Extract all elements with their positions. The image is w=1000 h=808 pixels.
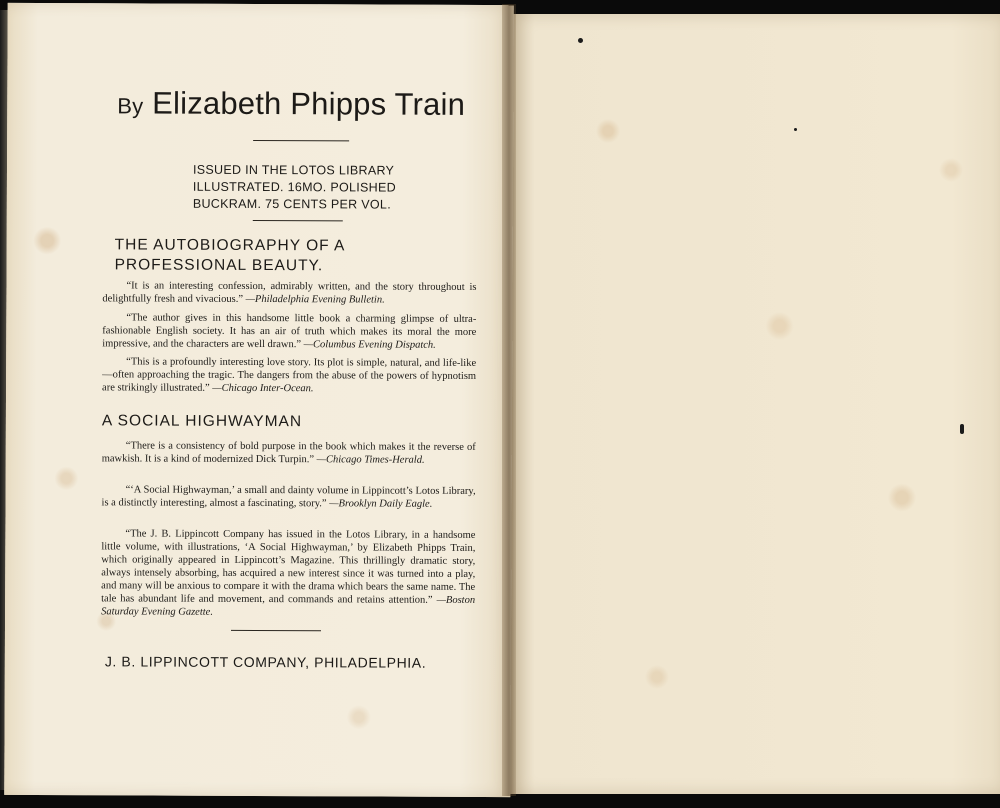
- divider-rule: [253, 220, 343, 221]
- book-gutter: [502, 4, 516, 796]
- author-heading: [117, 85, 497, 123]
- review-quote: “The J. B. Lippincott Company has issued in the Lotos Library, in a handsome little volume, with illustrations, ‘A Social Highwayman,’ by Elizabeth Phipps Train, which originally appeared in Lippincott’s Magazine. This thrillingly dramatic story, always intensely absorbing, has acquired a new interest since it was turned into a play, and many will be anxious to compare it with the drama which bears the same name. The tale has abundant life and movement, and commands and retains attention.”: [101, 528, 476, 606]
- publisher-imprint: J. B. LIPPINCOTT COMPANY, PHILADELPHIA.: [104, 653, 427, 671]
- issued-note: ISSUED IN THE LOTOS LIBRARY ILLUSTRATED. 16MO. POLISHED BUCKRAM. 75 CENTS PER VOL.: [192, 162, 397, 212]
- divider-rule: [253, 140, 349, 141]
- author-prefix: By: [117, 93, 144, 119]
- review-paragraph: [102, 355, 476, 396]
- review-quote: “‘A Social Highwayman,’ a small and dainty volume in Lippincott’s Lotos Library, is a distinctly interesting, almost a fascinating, story.”: [101, 484, 476, 510]
- review-source: —Boston Saturday Evening Gazette.: [101, 594, 476, 618]
- left-page-content: [4, 3, 513, 797]
- review-source: —Brooklyn Daily Eagle.: [329, 498, 433, 510]
- book-title-autobiography: THE AUTOBIOGRAPHY OF A PROFESSIONAL BEAUTY.: [114, 236, 345, 275]
- review-paragraph: [102, 483, 476, 511]
- review-source: —Philadelphia Evening Bulletin.: [245, 293, 385, 306]
- review-quote: “This is a profoundly interesting love story. Its plot is simple, natural, and life-like—often approaching the tragic. The dangers from the abuse of the powers of hypnotism are strikingly illustrated.”: [102, 356, 477, 394]
- author-name: Elizabeth Phipps Train: [152, 85, 466, 122]
- review-paragraph: [102, 311, 476, 352]
- divider-rule: [231, 630, 321, 631]
- review-paragraph: [101, 527, 475, 620]
- review-source: —Columbus Evening Dispatch.: [303, 339, 436, 351]
- left-page: [4, 3, 513, 797]
- review-paragraph: [102, 279, 476, 307]
- paper-speck: [578, 38, 583, 43]
- review-quote: “There is a consistency of bold purpose in the book which makes it the reverse of mawkish. It is a kind of modernized Dick Turpin.”: [101, 440, 476, 466]
- review-source: —Chicago Inter-Ocean.: [212, 382, 314, 395]
- review-paragraph: [102, 439, 476, 467]
- right-page-blank: [510, 14, 1000, 794]
- review-quote: “The author gives in this handsome little book a charming glimpse of ultra-fashionable English society. It has an air of truth which makes its moral the more impressive, and the characters are well drawn.”: [102, 312, 477, 351]
- review-source: —Chicago Times-Herald.: [316, 454, 425, 466]
- review-quote: “It is an interesting confession, admirably written, and the story throughout is delightfully fresh and vivacious.”: [102, 280, 477, 305]
- paper-speck: [960, 424, 964, 434]
- book-title-social-highwayman: A SOCIAL HIGHWAYMAN: [101, 412, 303, 431]
- paper-speck: [794, 128, 797, 131]
